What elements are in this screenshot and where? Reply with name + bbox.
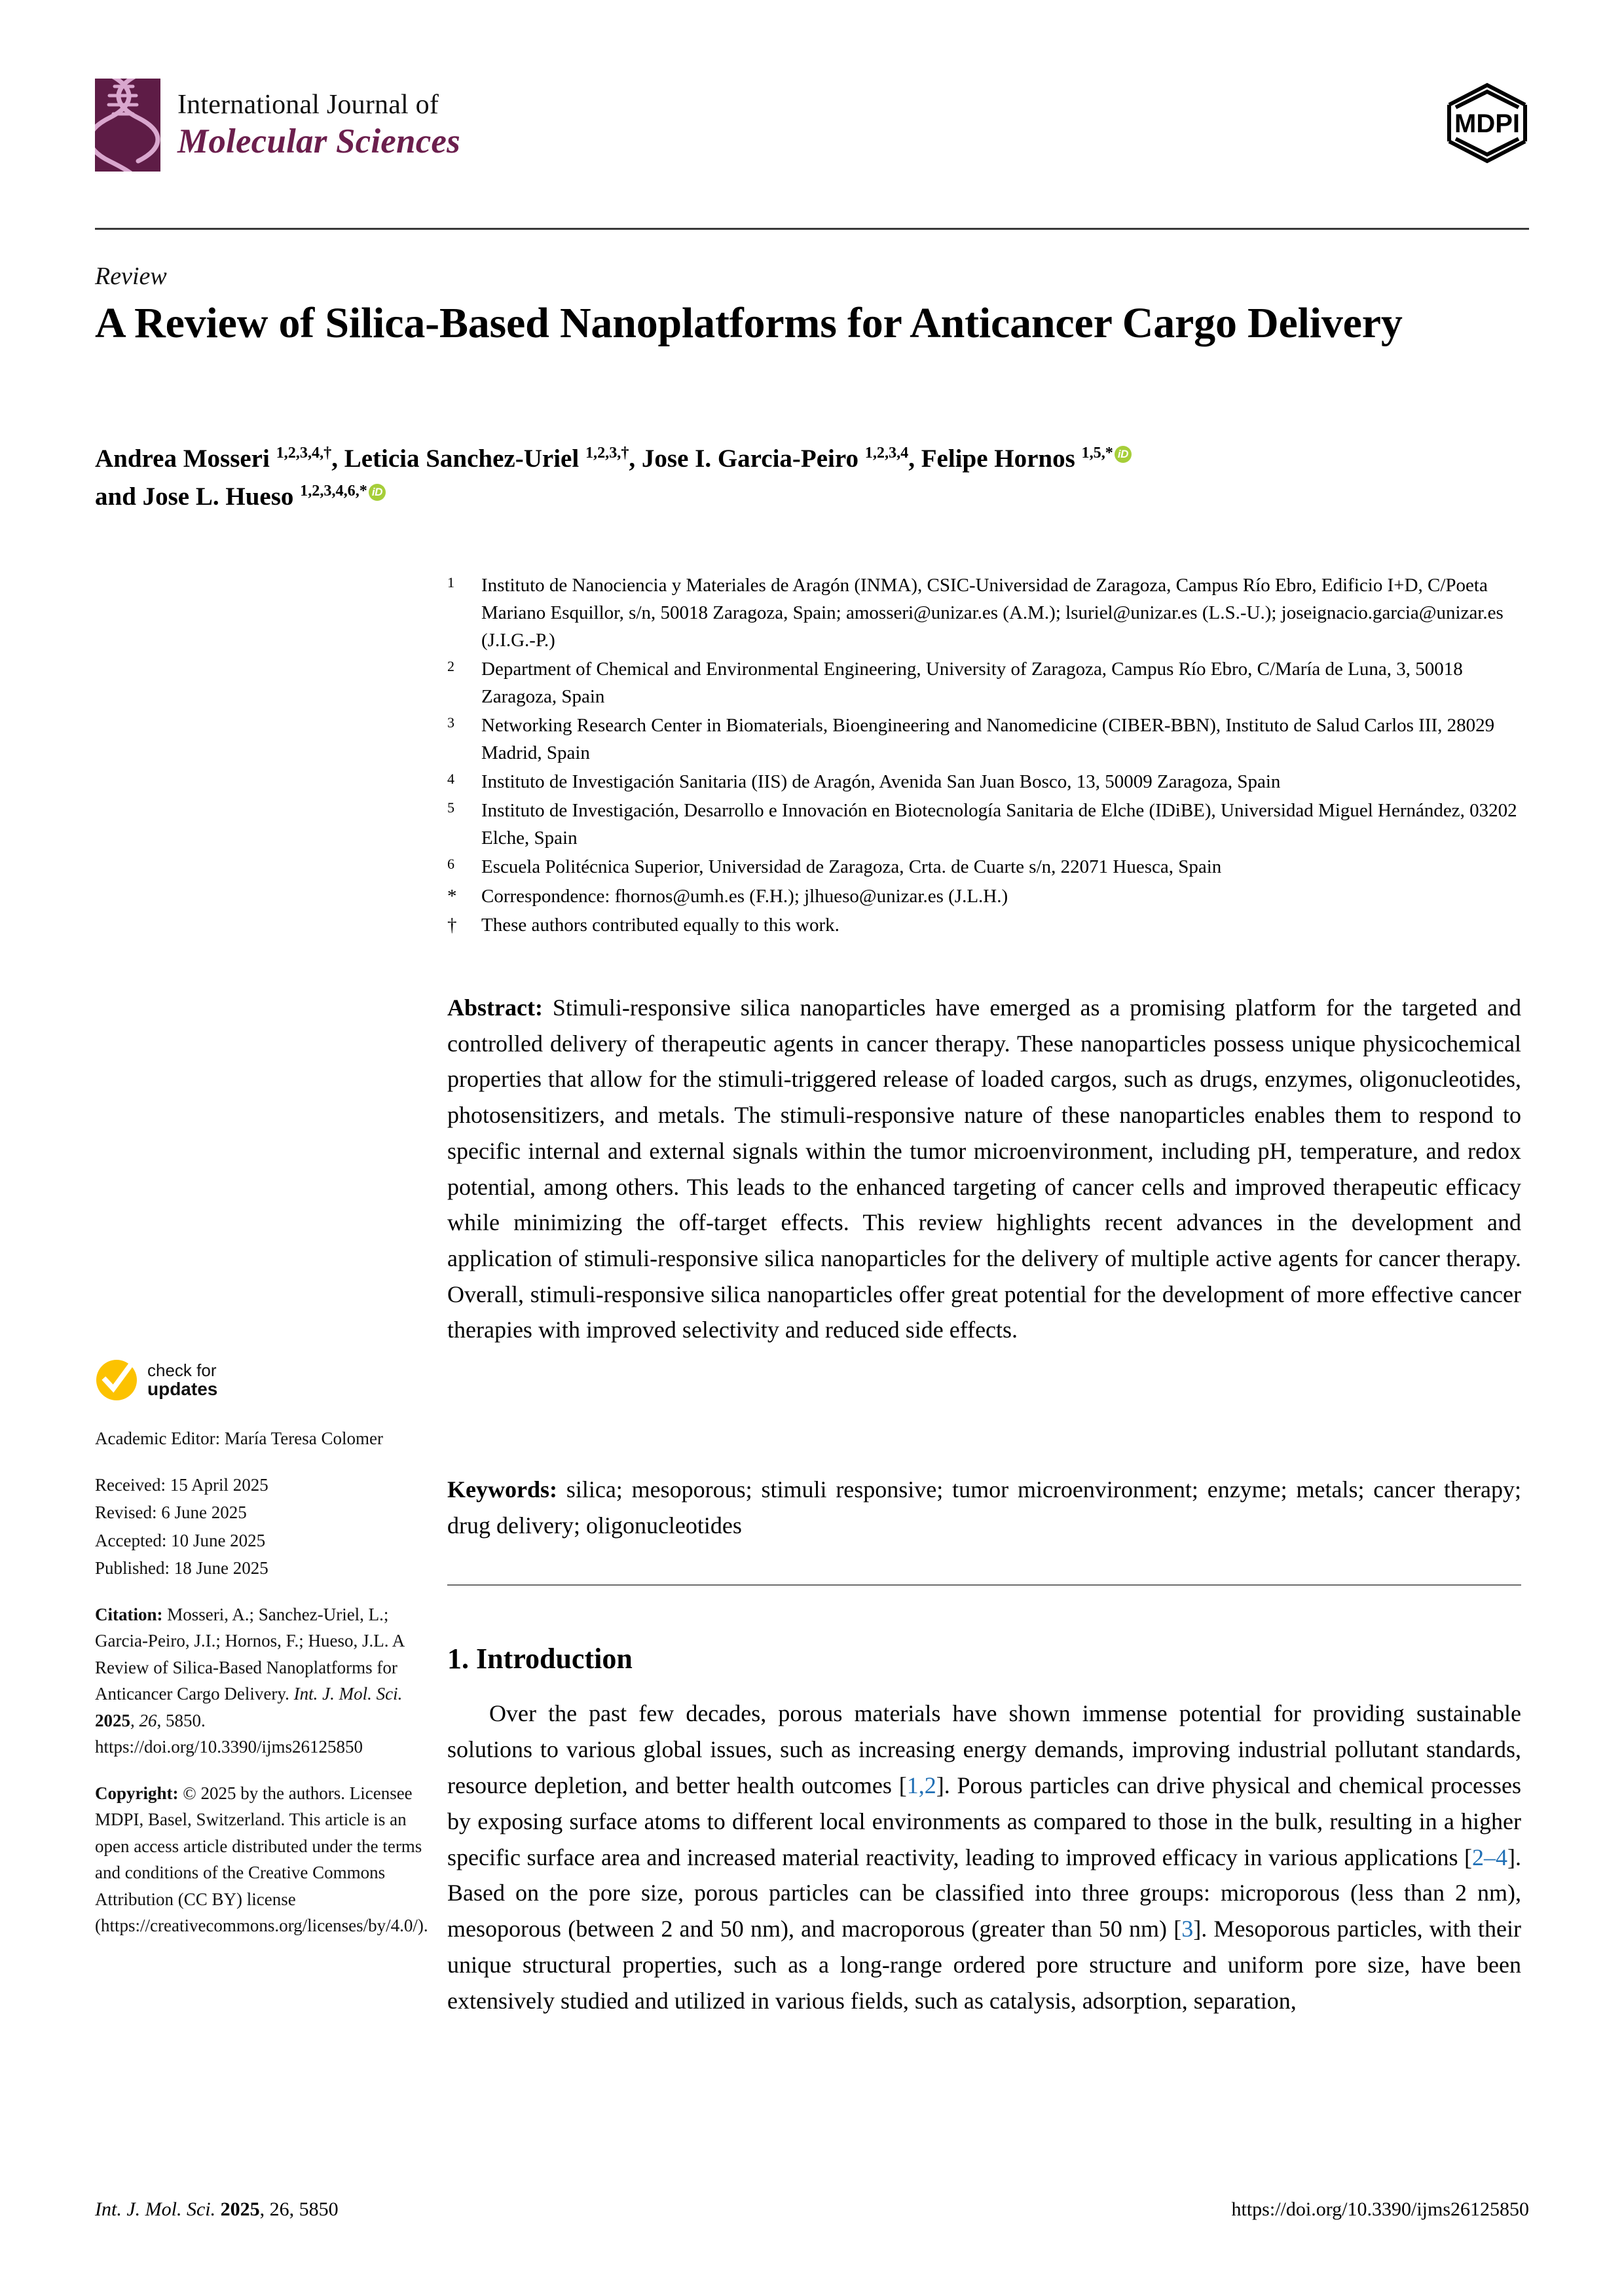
header-divider: [95, 228, 1529, 230]
citation-doi-link[interactable]: https://doi.org/10.3390/ijms26125850: [95, 1737, 363, 1757]
affiliation-item: [447, 655, 1521, 710]
affiliation-text: Networking Research Center in Biomaterials, Bioengineering and Nanomedicine (CIBER-BBN), Instituto de Salud Carlos III, 28029 Madrid, Spain: [481, 715, 1495, 764]
mdpi-logo: [1445, 81, 1529, 165]
affiliation-item: [447, 853, 1521, 881]
keywords-divider: [447, 1584, 1521, 1586]
author-name: Leticia Sanchez-Uriel: [344, 445, 585, 473]
citation-link[interactable]: 3: [1181, 1916, 1194, 1942]
affiliation-item: [447, 768, 1521, 795]
orcid-icon[interactable]: iD: [369, 484, 386, 501]
affiliation-marker: 3: [447, 714, 454, 731]
correspondence-item: [447, 883, 1521, 910]
citation-authors-title: Mosseri, A.; Sanchez-Uriel, L.; Garcia-Peiro, J.I.; Hornos, F.; Hueso, J.L. A Review of Silica-Based Nanoplatforms for Anticancer Cargo Delivery.: [95, 1604, 404, 1704]
check-for-updates-label: [147, 1361, 217, 1399]
author-affiliation-marks: 1,2,3,4,6,*: [300, 481, 367, 500]
date-revised: Revised: 6 June 2025: [95, 1503, 247, 1522]
journal-logo: [95, 79, 460, 172]
affiliation-marker: 1: [447, 574, 454, 591]
intro-text-part: Over the past few decades, porous materials have shown immense potential for providing sustainable solutions to various global issues, such as increasing energy demands, improving industrial pollutant standards, resource depletion, and better health outcomes [: [447, 1700, 1521, 1798]
citation-link[interactable]: 2–4: [1472, 1844, 1507, 1870]
copyright-label: Copyright:: [95, 1783, 179, 1803]
author-separator: ,: [629, 445, 642, 473]
footer-year: 2025: [215, 2198, 260, 2220]
svg-text:MDPI: MDPI: [1454, 109, 1520, 138]
equal-contribution-item: [447, 911, 1521, 939]
affiliation-item: [447, 572, 1521, 654]
affiliation-text: Instituto de Investigación Sanitaria (IIS) de Aragón, Avenida San Juan Bosco, 13, 50009 Zaragoza, Spain: [481, 771, 1281, 793]
affiliation-marker: 2: [447, 658, 454, 675]
check-for-updates-badge[interactable]: [95, 1358, 422, 1402]
author-affiliation-marks: 1,2,3,4,†: [276, 444, 332, 462]
intro-text-part: ]. Based on the pore size, porous particles can be classified into three groups: microporous (less than 2 nm), mesoporous (between 2 and 50 nm), and macroporous (greater than 50 nm) [: [447, 1844, 1521, 1942]
abstract-label: Abstract:: [447, 994, 543, 1021]
affiliation-list: [447, 572, 1521, 940]
affiliation-item: [447, 797, 1521, 852]
abstract-text: Stimuli-responsive silica nanoparticles have emerged as a promising platform for the targeted and controlled delivery of therapeutic agents in cancer therapy. These nanoparticles possess unique physicochemical properties that allow for the stimuli-triggered release of loaded cargos, such as drugs, enzymes, oligonucleotides, photosensitizers, and metals. The stimuli-responsive nature of these nanoparticles enables them to respond to specific internal and external signals within the tumor microenvironment, including pH, temperature, and redox potential, among others. This leads to the enhanced targeting of cancer cells and improved therapeutic efficacy while minimizing the off-target effects. This review highlights recent advances in the development and application of stimuli-responsive silica nanoparticles for the delivery of multiple active agents for cancer therapy. Overall, stimuli-responsive silica nanoparticles offer great potential for the development of more effective cancer therapies with improved selectivity and reduced side effects.: [447, 994, 1521, 1343]
citation-label: Citation:: [95, 1604, 163, 1624]
publication-dates: [95, 1472, 422, 1582]
author-list: [95, 440, 1483, 515]
check-for-updates-line2: updates: [147, 1378, 218, 1399]
introduction-paragraph: [447, 1696, 1521, 2019]
date-received: Received: 15 April 2025: [95, 1474, 268, 1495]
footer-journal-name: Int. J. Mol. Sci.: [95, 2198, 216, 2220]
equal-contribution-text: These authors contributed equally to this work.: [481, 914, 840, 936]
affiliation-text: Instituto de Investigación, Desarrollo e Innovación en Biotecnología Sanitaria de Elche (IDiBE), Universidad Miguel Hernández, 03202 Elche, Spain: [481, 800, 1517, 849]
abstract-section: [447, 990, 1521, 1348]
page-footer: [95, 2198, 1529, 2221]
copyright-text: © 2025 by the authors. Licensee MDPI, Basel, Switzerland. This article is an open access article distributed under the terms and conditions of the Creative Commons Attribution (CC BY) license (https://creativecommons.org/licenses/by/4.0/).: [95, 1783, 428, 1935]
author-name: Jose I. Garcia-Peiro: [641, 445, 865, 473]
author-name: and Jose L. Hueso: [95, 482, 301, 511]
author-name: Felipe Hornos: [921, 445, 1082, 473]
date-published: Published: 18 June 2025: [95, 1558, 268, 1578]
author-affiliation-marks: 1,2,3,4: [864, 444, 909, 462]
journal-name-line1: International Journal of: [177, 90, 439, 120]
copyright-block: [95, 1780, 428, 1939]
affiliation-marker: 5: [447, 799, 454, 816]
affiliation-text: Escuela Politécnica Superior, Universidad de Zaragoza, Crta. de Cuarte s/n, 22071 Huesca, Spain: [481, 856, 1222, 878]
citation-pages: , 5850.: [157, 1710, 206, 1730]
page-title: A Review of Silica-Based Nanoplatforms for Anticancer Cargo Delivery: [95, 299, 1403, 347]
keywords-section: [447, 1472, 1521, 1543]
author-affiliation-marks: 1,5,*: [1081, 444, 1113, 462]
affiliation-marker: 4: [447, 771, 454, 788]
intro-text-part: ]. Porous particles can drive physical and chemical processes by exposing surface atoms to different local environments as compared to those in the bulk, resulting in a higher specific surface area and increased material reactivity, leading to improved efficacy in various applications [: [447, 1772, 1522, 1870]
article-type-label: Review: [95, 263, 167, 290]
journal-name-line2: Molecular Sciences: [177, 122, 460, 160]
keywords-text: silica; mesoporous; stimuli responsive; tumor microenvironment; enzyme; metals; cancer therapy; drug delivery; oligonucleotides: [447, 1476, 1521, 1539]
metadata-sidebar: [95, 1358, 428, 1959]
intro-text-part: ]. Mesoporous particles, with their unique structural properties, such as a long-range ordered pore structure and uniform pore size, have been extensively studied and utilized in various fields, such as catalysis, adsorption, separation,: [447, 1916, 1521, 2014]
footer-volume-page: , 26, 5850: [259, 2198, 339, 2220]
dna-helix-icon: [95, 79, 160, 172]
citation-link[interactable]: 1,2: [906, 1772, 936, 1798]
correspondence-text: Correspondence: fhornos@umh.es (F.H.); jlhueso@unizar.es (J.L.H.): [481, 885, 1008, 907]
citation-block: [95, 1601, 422, 1760]
citation-journal: Int. J. Mol. Sci.: [293, 1684, 403, 1704]
check-for-updates-icon: [95, 1358, 138, 1402]
section-heading-introduction: 1. Introduction: [447, 1643, 633, 1675]
affiliation-marker: 6: [447, 856, 454, 873]
footer-citation: [95, 2198, 339, 2221]
author-affiliation-marks: 1,2,3,†: [585, 444, 629, 462]
keywords-label: Keywords:: [447, 1476, 557, 1503]
affiliation-text: Instituto de Nanociencia y Materiales de Aragón (INMA), CSIC-Universidad de Zaragoza, Campus Río Ebro, Edificio I+D, C/Poeta Mariano Esquillor, s/n, 50018 Zaragoza, Spain; amosseri@unizar.es (A.M.); lsuriel@unizar.es (L.S.-U.); joseignacio.garcia@unizar.es (J.I.G.-P.): [481, 575, 1504, 651]
author-separator: ,: [908, 445, 921, 473]
citation-year: 2025: [95, 1710, 130, 1730]
footer-doi-link[interactable]: https://doi.org/10.3390/ijms26125850: [1231, 2198, 1529, 2220]
journal-title-block: [177, 90, 460, 160]
equal-contribution-marker: †: [447, 914, 457, 936]
correspondence-marker: *: [447, 885, 457, 907]
orcid-icon[interactable]: iD: [1115, 446, 1132, 463]
author-separator: ,: [331, 445, 344, 473]
academic-editor: Academic Editor: María Teresa Colomer: [95, 1429, 383, 1448]
page-header: [95, 79, 1529, 203]
date-accepted: Accepted: 10 June 2025: [95, 1530, 266, 1550]
affiliation-text: Department of Chemical and Environmental Engineering, University of Zaragoza, Campus Río Ebro, C/María de Luna, 3, 50018 Zaragoza, Spain: [481, 659, 1463, 708]
affiliation-item: [447, 712, 1521, 767]
citation-volume: , 26: [130, 1710, 157, 1730]
author-name: Andrea Mosseri: [95, 445, 276, 473]
check-for-updates-line1: check for: [147, 1360, 217, 1380]
